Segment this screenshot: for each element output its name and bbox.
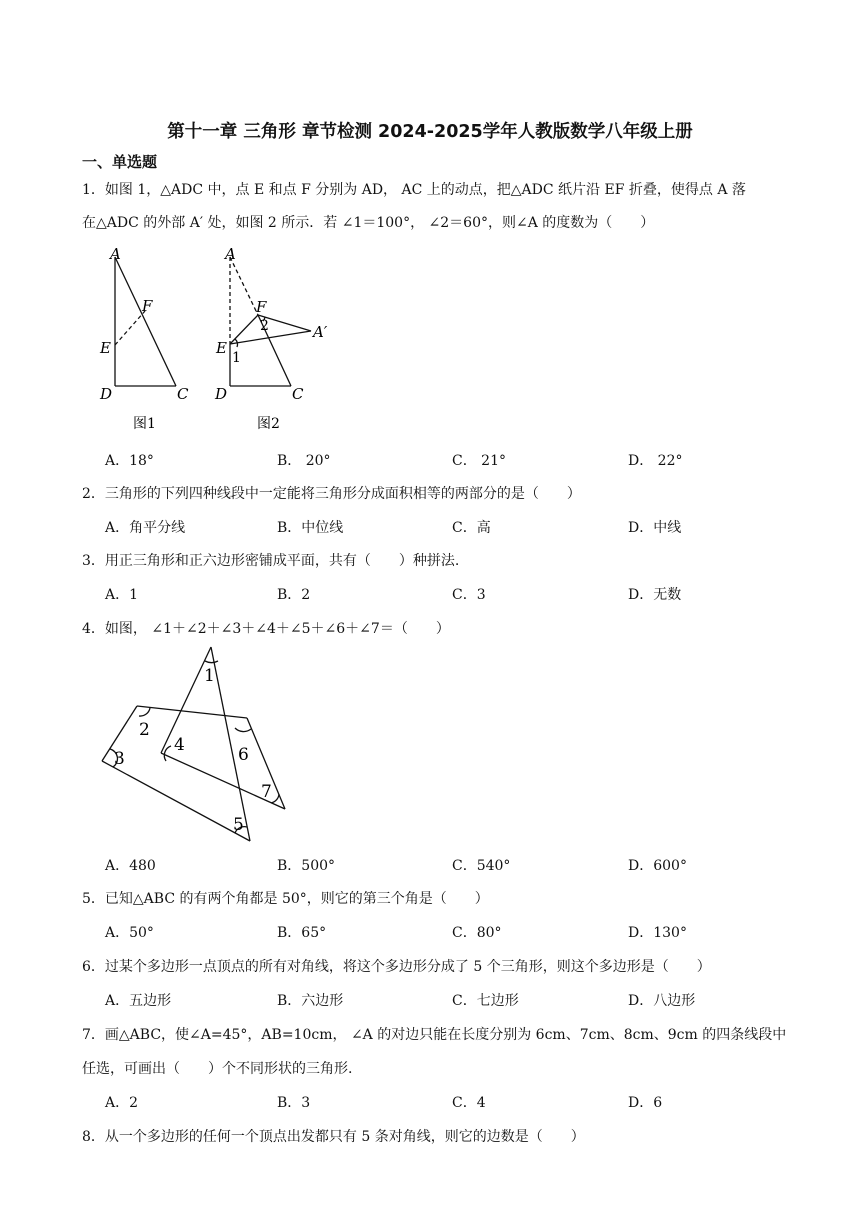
question-2-text: 2．三角形的下列四种线段中一定能将三角形分成面积相等的两部分的是（ ） xyxy=(82,486,581,502)
option-a[interactable]: A．50° xyxy=(105,925,154,941)
option-b[interactable]: B．2 xyxy=(277,587,311,603)
option-d[interactable]: D． 22° xyxy=(628,453,683,469)
fig1-label-d: D xyxy=(100,385,113,403)
q4-angle-label-2: 2 xyxy=(139,720,150,740)
option-b[interactable]: B．65° xyxy=(277,925,327,941)
question-1-text-line-2: 在△ADC 的外部 A′ 处，如图 2 所示．若 ∠1＝100°， ∠2＝60°，则∠A 的度数为（ ） xyxy=(82,215,655,231)
page-title: 第十一章 三角形 章节检测 2024-2025学年人教版数学八年级上册 xyxy=(167,122,693,142)
option-b[interactable]: B．500° xyxy=(277,858,336,874)
question-4-figure xyxy=(98,643,293,848)
option-d[interactable]: D．八边形 xyxy=(628,993,696,1009)
fig1-label-c: C xyxy=(177,385,189,403)
question-1-figure xyxy=(95,245,355,440)
option-a[interactable]: A．18° xyxy=(105,453,154,469)
option-c[interactable]: C．3 xyxy=(452,587,486,603)
option-b[interactable]: B．六边形 xyxy=(277,993,344,1009)
q4-angle-label-7: 7 xyxy=(261,782,272,802)
question-1-text-line-1: 1．如图 1，△ADC 中，点 E 和点 F 分别为 AD， AC 上的动点，把△ADC 纸片沿 EF 折叠，使得点 A 落 xyxy=(82,182,746,198)
option-c[interactable]: C．高 xyxy=(452,520,491,536)
figure-1-triangle xyxy=(115,257,176,386)
option-b[interactable]: B． 20° xyxy=(277,453,331,469)
option-c[interactable]: C．80° xyxy=(452,925,502,941)
option-c[interactable]: C． 21° xyxy=(452,453,506,469)
option-c[interactable]: C．七边形 xyxy=(452,993,519,1009)
fig1-label-e: E xyxy=(100,339,111,357)
question-7-text-line-1: 7．画△ABC，使∠A=45°，AB=10cm， ∠A 的对边只能在长度分别为 6cm、7cm、8cm、9cm 的四条线段中 xyxy=(82,1027,787,1043)
fig2-label-a: A xyxy=(225,245,236,263)
option-c[interactable]: C．4 xyxy=(452,1095,486,1111)
fig2-label-a-prime: A′ xyxy=(313,323,328,341)
fig2-label-f: F xyxy=(256,298,267,316)
question-8-text: 8．从一个多边形的任何一个顶点出发都只有 5 条对角线，则它的边数是（ ） xyxy=(82,1129,585,1145)
option-a[interactable]: A．五边形 xyxy=(105,993,172,1009)
q4-angle-label-1: 1 xyxy=(204,666,215,686)
option-d[interactable]: D．600° xyxy=(628,858,687,874)
fig1-label-f: F xyxy=(142,297,153,315)
option-a[interactable]: A．2 xyxy=(105,1095,139,1111)
fig1-label-a: A xyxy=(110,245,121,263)
q4-angle-label-6: 6 xyxy=(238,745,249,765)
question-5-text: 5．已知△ABC 的有两个角都是 50°，则它的第三个角是（ ） xyxy=(82,891,489,907)
question-3-text: 3．用正三角形和正六边形密铺成平面，共有（ ）种拼法. xyxy=(82,553,460,569)
option-a[interactable]: A．角平分线 xyxy=(105,520,186,536)
option-d[interactable]: D．无数 xyxy=(628,587,682,603)
fig2-label-d: D xyxy=(215,385,228,403)
figure-2-triangle xyxy=(230,257,311,386)
fig2-label-2: 2 xyxy=(260,318,269,334)
question-7-text-line-2: 任选，可画出（ ）个不同形状的三角形. xyxy=(82,1061,353,1077)
figure-2-caption: 图2 xyxy=(257,416,280,432)
question-4-text: 4．如图， ∠1＋∠2＋∠3＋∠4＋∠5＋∠6＋∠7＝（ ） xyxy=(82,621,450,637)
option-d[interactable]: D．中线 xyxy=(628,520,682,536)
figure-1-caption: 图1 xyxy=(133,416,156,432)
option-d[interactable]: D．130° xyxy=(628,925,687,941)
fig2-label-1: 1 xyxy=(232,350,241,366)
question-6-text: 6．过某个多边形一点顶点的所有对角线，将这个多边形分成了 5 个三角形，则这个多边形是（ ） xyxy=(82,959,711,975)
q4-angle-label-4: 4 xyxy=(174,735,185,755)
option-a[interactable]: A．1 xyxy=(105,587,139,603)
option-b[interactable]: B．中位线 xyxy=(277,520,344,536)
q4-angle-label-3: 3 xyxy=(114,749,125,769)
fig2-label-c: C xyxy=(292,385,304,403)
option-c[interactable]: C．540° xyxy=(452,858,511,874)
q4-angle-label-5: 5 xyxy=(233,815,244,835)
option-a[interactable]: A．480 xyxy=(105,858,156,874)
section-heading: 一、单选题 xyxy=(82,153,158,171)
option-b[interactable]: B．3 xyxy=(277,1095,311,1111)
option-d[interactable]: D．6 xyxy=(628,1095,663,1111)
fig2-label-e: E xyxy=(216,339,227,357)
